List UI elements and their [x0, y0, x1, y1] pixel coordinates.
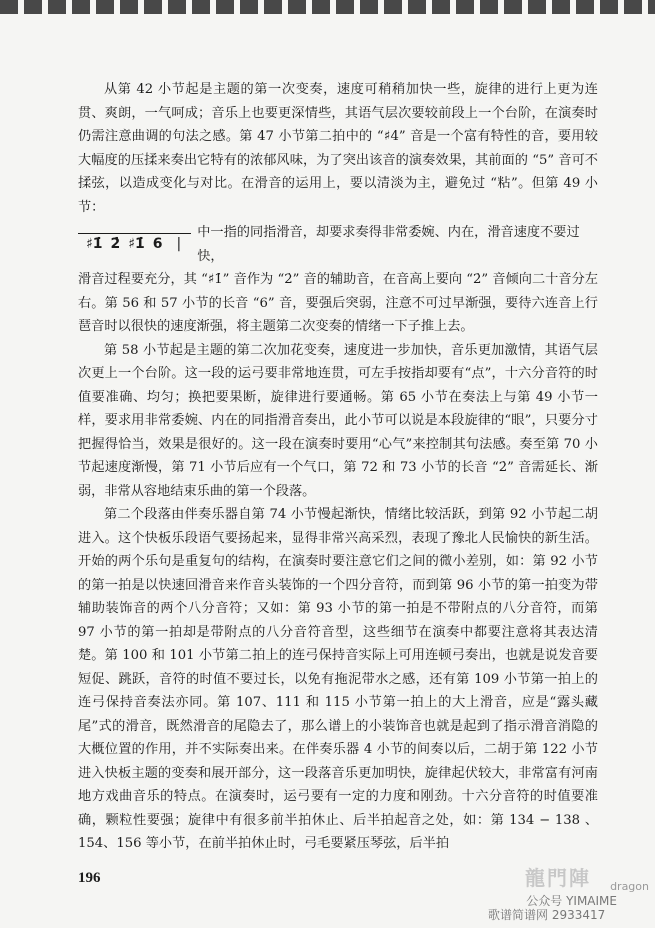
top-scan-strip [0, 0, 655, 14]
page-number: 196 [78, 870, 101, 886]
watermark-wechat: 公众号 YIMAIME [526, 894, 617, 908]
watermark-sub: dragon [610, 880, 649, 893]
paragraph-3: 第二个段落由伴奏乐器自第 74 小节慢起渐快，情绪比较活跃，到第 92 小节起二胡进入。这个快板乐段语气要扬起来，显得非常兴高采烈，表现了豫北人民愉快的新生活。开始的两个乐句是重复句的结构，在演奏时要注意它们之间的微小差别，如：第 92 小节的第一拍是以快速回滑音来作音头装饰的一个四分音符，而到第 96 小节的第一拍变为带辅助装饰音的两个八分音符；又如：第 93 小节的第一拍是不带附点的八分音符，而第 97 小节的第一拍却是带附点的八分音符音型，这些细节在演奏中都要注意将其表达清楚。第 100 和 101 小节第二拍上的连弓保持音实际上可用连顿弓奏出，也就是说发音要短促、跳跃，音符的时值不要过长，以免有拖泥带水之感，还有第 109 小节第一拍上的连弓保持音奏法亦同。第 107、111 和 115 小节第一拍上的大上滑音，应是“露头藏尾”式的滑音，既然滑音的尾隐去了，那么谱上的小装饰音也就是起到了指示滑音消隐的大概位置的作用，并不实际奏出来。在伴奏乐器 4 小节的间奏以后，二胡于第 122 小节进入快板主题的变奏和展开部分，这一段落音乐更加明快，旋律起伏较大，非常富有河南地方戏曲音乐的特点。在演奏时，运弓要有一定的力度和刚劲。十六分音符的时值要准确，颗粒性要强；旋律中有很多前半拍休止、后半拍起音之处，如：第 134 − 138 、154、156 等小节，在前半拍休止时，弓毛要紧压琴弦，后半拍 [78, 507, 598, 851]
music-notation-inline [78, 233, 191, 256]
note-2: 2̇ [110, 235, 121, 252]
paragraph-1: 从第 42 小节起是主题的第一次变奏，速度可稍稍加快一些，旋律的进行上更为连贯、爽朗，一气呵成；音乐上也要更深情些，其语气层次要较前段上一个台阶，在演奏时仍需注意曲调的句法之感。第 47 小节第二拍中的 “♯4” 音是一个富有特性的音，要用较大幅度的压揉来奏出它特有的浓郁风味，为了突出该音的演奏效果，其前面的 “5” 音可不揉弦，以造成变化与对比。在滑音的运用上，要以清淡为主，避免过 “粘”。但第 49 小节： [78, 82, 598, 215]
watermark-logo: 龍門陣 [525, 866, 591, 890]
note-6: 6 [152, 235, 163, 252]
page-body [78, 78, 598, 856]
music-notation-line [78, 221, 598, 268]
note-sharp-1-second: ♯1̇ [128, 235, 145, 252]
watermark-site: 歌谱简谱网 2933417 [488, 908, 606, 922]
music-line-text: 中一指的同指滑音，却要求奏得非常委婉、内在，滑音速度不要过快， [197, 225, 580, 264]
note-sharp-1: ♯1̇ [86, 235, 103, 252]
paragraph-2: 第 58 小节起是主题的第二次加花变奏，速度进一步加快，音乐更加激情，其语气层次更上一个台阶。这一段的运弓要非常地连贯，可左手按指却要有“点”，十六分音符的时值要准确、均匀；换把要果断，旋律进行要通畅。第 65 小节在奏法上与第 49 小节一样，要求用非常委婉、内在的同指滑音奏出，此小节可以说是本段旋律的“眼”，只要分寸把握得恰当，效果是很好的。这一段在演奏时要用“心气”来控制其句法感。奏至第 70 小节起速度渐慢，第 71 小节后应有一个气口，第 72 和 73 小节的长音 “2̇” 音需延长、渐弱，非常从容地结束乐曲的第一个段落。 [78, 342, 598, 499]
paragraph-1-continued: 滑音过程要充分，其 “♯1̇” 音作为 “2̇” 音的辅助音，在音高上要向 “2̇” 音倾向二十音分左右。第 56 和 57 小节的长音 “6” 音，要强后突弱，注意不可过早渐强，要待六连音上行琶音时以很快的速度渐强，将主题第二次变奏的情绪一下子推上去。 [78, 272, 598, 334]
barline: | [176, 235, 182, 252]
